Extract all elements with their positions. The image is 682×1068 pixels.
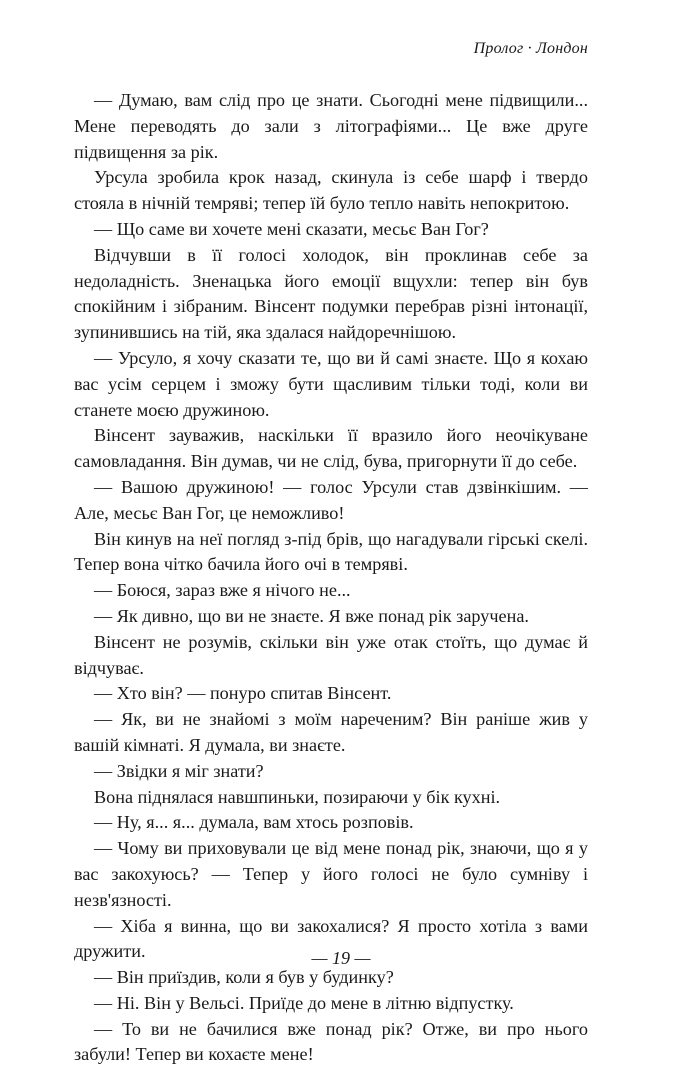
paragraph: Він кинув на неї погляд з-під брів, що нагадували гірські скелі. Тепер вона чітко бачила його очі в темряві. <box>74 528 588 575</box>
paragraph: — Думаю, вам слід про це знати. Сьогодні мене підвищили... Мене переводять до зали з літографіями... Це вже друге підвищення за рік. <box>74 90 588 162</box>
paragraph: — Боюся, зараз вже я нічого не... <box>94 580 351 601</box>
paragraph: Вона піднялася навшпиньки, позираючи у бік кухні. <box>94 786 501 807</box>
paragraph: — Як дивно, що ви не знаєте. Я вже понад рік заручена. <box>94 605 529 626</box>
paragraph: — Хіба я винна, що ви закохалися? Я просто хотіла з вами дружити. <box>74 915 588 962</box>
paragraph: — Що саме ви хочете мені сказати, месьє Ван Гог? <box>94 218 489 239</box>
paragraph: — Ну, я... я... думала, вам хтось розповів. <box>94 812 414 833</box>
paragraph: — Він приїздив, коли я був у будинку? <box>94 967 394 988</box>
paragraph: — Ні. Він у Вельсі. Приїде до мене в літню відпустку. <box>94 992 514 1013</box>
paragraph: — Чому ви приховували це від мене понад рік, знаючи, що я у вас закохуюсь? — Тепер у його голосі не було сумніву і незв'язності. <box>74 838 588 910</box>
paragraph: — Як, ви не знайомі з моїм нареченим? Він раніше жив у вашій кімнаті. Я думала, ви знаєте. <box>74 709 588 755</box>
running-head: Пролог · Лондон <box>473 40 588 57</box>
paragraph: Вінсент зауважив, наскільки її вразило його неочікуване самовладання. Він думав, чи не слід, бува, пригорнути її до себе. <box>74 425 588 472</box>
paragraph: Відчувши в її голосі холодок, він проклинав себе за недоладність. Зненацька його емоції вщухли: тепер він був спокійним і зібраним. Вінсент подумки перебрав різні інтонації, зупинившись на тій, яка здалася найдоречнішою. <box>74 244 588 343</box>
body-text <box>74 88 588 1068</box>
paragraph: — Вашою дружиною! — голос Урсули став дзвінкішим. — Але, месьє Ван Гог, це неможливо! <box>74 476 588 523</box>
paragraph: Вінсент не розумів, скільки він уже отак стоїть, що думає й відчуває. <box>74 631 588 678</box>
page-number: — 19 — <box>311 948 371 968</box>
paragraph: — То ви не бачилися вже понад рік? Отже, ви про нього забули! Тепер ви кохаєте мене! <box>74 1018 588 1065</box>
paragraph: — Урсуло, я хочу сказати те, що ви й самі знаєте. Що я кохаю вас усім серцем і зможу бути щасливим тільки тоді, коли ви станете моєю дружиною. <box>74 347 588 420</box>
paragraph: Урсула зробила крок назад, скинула із себе шарф і твердо стояла в нічній темряві; тепер їй було тепло навіть непокритою. <box>74 167 588 214</box>
paragraph: — Хто він? — понуро спитав Вінсент. <box>94 683 392 704</box>
paragraph: — Звідки я міг знати? <box>94 760 264 781</box>
